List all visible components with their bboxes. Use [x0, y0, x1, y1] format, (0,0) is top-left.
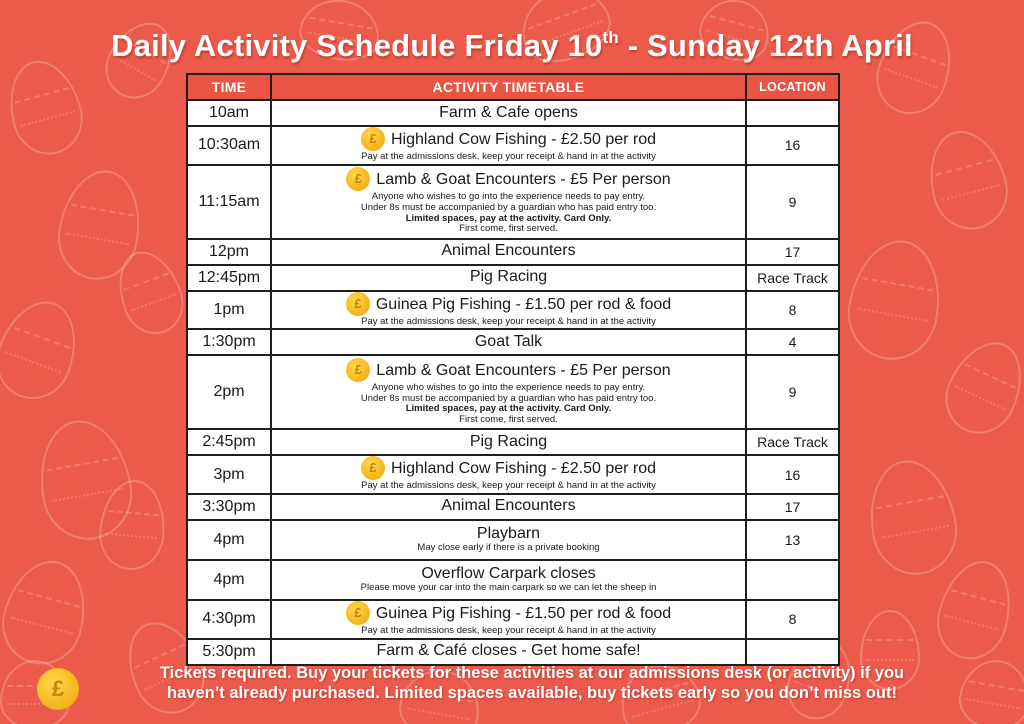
page-title: [0, 28, 1024, 64]
pound-coin-icon: £: [346, 358, 370, 382]
row-location: [746, 560, 839, 600]
row-location: 9: [746, 355, 839, 429]
activity-title: Guinea Pig Fishing - £1.50 per rod & food: [375, 605, 672, 623]
row-time: 11:15am: [187, 165, 271, 239]
row-location: Race Track: [746, 429, 839, 455]
row-location: Race Track: [746, 265, 839, 291]
footer-line-2: haven’t already purchased. Limited spaces available, buy tickets early so you don’t miss out!: [167, 683, 897, 702]
header-time: TIME: [187, 74, 271, 100]
pound-coin-icon: £: [361, 456, 385, 480]
row-activity: [271, 560, 746, 600]
table-row: [187, 165, 839, 239]
activity-note: First come, first served.: [459, 413, 558, 425]
row-time: 4pm: [187, 560, 271, 600]
row-location: 16: [746, 455, 839, 494]
activity-note: May close early if there is a private booking: [417, 541, 600, 553]
activity-heading: [276, 434, 741, 451]
row-location: 9: [746, 165, 839, 239]
pound-coin-icon: £: [361, 127, 385, 151]
row-time: 12:45pm: [187, 265, 271, 291]
table-header-row: [187, 74, 839, 100]
table-row: [187, 429, 839, 455]
row-location: [746, 100, 839, 126]
row-location: 8: [746, 291, 839, 330]
row-activity: [271, 429, 746, 455]
row-time: 12pm: [187, 239, 271, 265]
table-row: [187, 560, 839, 600]
activity-heading: [276, 643, 741, 660]
row-activity: [271, 329, 746, 355]
row-activity: [271, 494, 746, 520]
row-location: 17: [746, 239, 839, 265]
row-time: 2pm: [187, 355, 271, 429]
table-row: [187, 639, 839, 665]
row-activity: [271, 600, 746, 639]
pound-coin-icon: £: [346, 601, 370, 625]
easter-egg-decoration: [933, 330, 1024, 446]
row-time: 10am: [187, 100, 271, 126]
row-time: 3pm: [187, 455, 271, 494]
activity-title: Lamb & Goat Encounters - £5 Per person: [376, 171, 671, 189]
activity-note: Under 8s must be accompanied by a guardian who has paid entry too.: [360, 392, 657, 404]
row-activity: [271, 126, 746, 165]
activity-title: Pig Racing: [469, 268, 548, 286]
row-location: 8: [746, 600, 839, 639]
activity-title: Pig Racing: [469, 432, 548, 450]
activity-title: Highland Cow Fishing - £2.50 per rod: [390, 460, 657, 478]
easter-egg-decoration: [840, 233, 949, 367]
tickets-footer: [0, 664, 1024, 704]
activity-title: Overflow Carpark closes: [421, 565, 596, 583]
activity-note: Under 8s must be accompanied by a guardian who has paid entry too.: [360, 202, 657, 213]
row-activity: [271, 520, 746, 560]
activity-title: Lamb & Goat Encounters - £5 Per person: [376, 362, 671, 380]
row-time: 5:30pm: [187, 639, 271, 665]
row-time: 1pm: [187, 291, 271, 330]
row-activity: [271, 639, 746, 665]
activity-note: Pay at the admissions desk, keep your receipt & hand in at the activity: [361, 315, 656, 327]
pound-coin-icon: £: [346, 167, 370, 191]
table-row: [187, 494, 839, 520]
activity-note: Pay at the admissions desk, keep your receipt & hand in at the activity: [361, 151, 656, 162]
activity-note: Anyone who wishes to go into the experience needs to pay entry.: [371, 382, 646, 393]
row-activity: [271, 165, 746, 239]
activity-note: First come, first served.: [459, 223, 558, 235]
row-location: 13: [746, 520, 839, 560]
activity-title: Guinea Pig Fishing - £1.50 per rod & food: [375, 295, 672, 313]
row-activity: [271, 355, 746, 429]
easter-egg-decoration: [0, 551, 97, 673]
activity-heading: [276, 168, 741, 192]
activity-heading: [276, 359, 741, 383]
table-row: [187, 600, 839, 639]
footer-text: [120, 664, 904, 704]
activity-title: Farm & Café closes - Get home safe!: [376, 642, 641, 660]
row-activity: [271, 100, 746, 126]
table-row: [187, 455, 839, 494]
activity-heading: [276, 128, 741, 152]
row-activity: [271, 239, 746, 265]
activity-title: Highland Cow Fishing - £2.50 per rod: [390, 131, 657, 149]
row-time: 4:30pm: [187, 600, 271, 639]
activity-note: Limited spaces, pay at the activity. Card Only.: [405, 403, 612, 415]
row-time: 3:30pm: [187, 494, 271, 520]
activity-title: Playbarn: [476, 525, 541, 543]
row-time: 10:30am: [187, 126, 271, 165]
row-activity: [271, 291, 746, 330]
table-row: [187, 329, 839, 355]
title-superscript: th: [602, 28, 619, 47]
activity-title: Animal Encounters: [441, 497, 576, 515]
activity-title: Animal Encounters: [441, 242, 576, 260]
row-location: 17: [746, 494, 839, 520]
activity-heading: [276, 105, 741, 122]
table-row: [187, 291, 839, 330]
row-location: 16: [746, 126, 839, 165]
activity-note: Limited spaces, pay at the activity. Card Only.: [405, 212, 612, 224]
easter-egg-decoration: [0, 53, 91, 163]
activity-note: Anyone who wishes to go into the experience needs to pay entry.: [371, 191, 646, 203]
activity-heading: [276, 334, 741, 351]
footer-line-1: Tickets required. Buy your tickets for these activities at our admissions desk (or activity) if you: [159, 664, 905, 682]
activity-heading: [276, 566, 741, 583]
table-row: [187, 100, 839, 126]
activity-heading: [276, 526, 741, 543]
row-time: 1:30pm: [187, 329, 271, 355]
row-location: 4: [746, 329, 839, 355]
table-row: [187, 265, 839, 291]
table-row: [187, 126, 839, 165]
activity-note: Pay at the admissions desk, keep your receipt & hand in at the activity: [361, 480, 656, 492]
activity-heading: [276, 602, 741, 626]
title-suffix: - Sunday 12th April: [618, 28, 913, 63]
row-activity: [271, 455, 746, 494]
activity-heading: [276, 293, 741, 317]
easter-egg-decoration: [918, 122, 1016, 238]
row-time: 2:45pm: [187, 429, 271, 455]
header-location: LOCATION: [746, 74, 839, 100]
activity-heading: [276, 457, 741, 481]
activity-heading: [276, 269, 741, 286]
easter-egg-decoration: [928, 553, 1021, 668]
activity-title: Goat Talk: [474, 332, 543, 350]
activity-title: Farm & Cafe opens: [439, 103, 578, 121]
pound-coin-icon: £: [37, 668, 79, 710]
activity-schedule-table: [186, 73, 840, 666]
easter-egg-decoration: [0, 290, 90, 410]
title-prefix: Daily Activity Schedule Friday 10: [111, 28, 603, 63]
table-row: [187, 520, 839, 560]
activity-heading: [276, 498, 741, 515]
header-activity: ACTIVITY TIMETABLE: [271, 74, 746, 100]
row-time: 4pm: [187, 520, 271, 560]
activity-note: Please move your car into the main carpark so we can let the sheep in: [360, 581, 657, 593]
row-activity: [271, 265, 746, 291]
easter-egg-decoration: [861, 453, 965, 581]
pound-coin-icon: £: [346, 292, 370, 316]
table-row: [187, 239, 839, 265]
activity-note: Pay at the admissions desk, keep your receipt & hand in at the activity: [361, 624, 656, 636]
table-row: [187, 355, 839, 429]
activity-heading: [276, 243, 741, 260]
row-location: [746, 639, 839, 665]
schedule-body: [187, 100, 839, 665]
